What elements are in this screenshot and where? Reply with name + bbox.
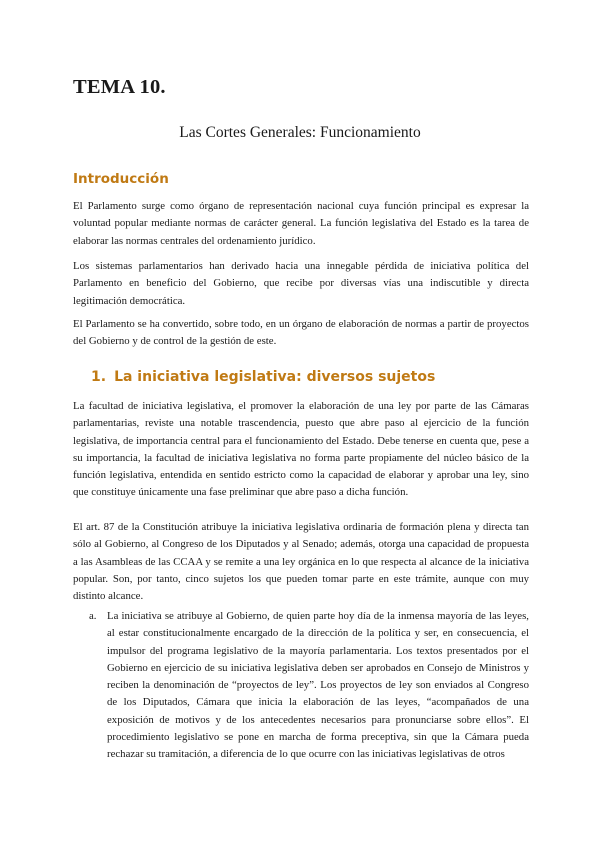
section-1-title: La iniciativa legislativa: diversos sujetos (114, 369, 436, 385)
section-1-paragraph-2: El art. 87 de la Constitución atribuye la iniciativa legislativa ordinaria de formación plena y directa tan sólo al Gobierno, al Congreso de los Diputados y al Senado; además, otorga una capacidad de propuesta a las Asambleas de las CCAA y se remite a una ley orgánica en lo que respecta al alcance de la iniciativa popular. Son, por tanto, cinco sujetos los que pueden tomar parte en este trámite, aunque con muy distinto alcance. (73, 521, 529, 603)
document-subtitle: Las Cortes Generales: Funcionamiento (179, 124, 421, 141)
section-1-paragraph-1: La facultad de iniciativa legislativa, el promover la elaboración de una ley por parte de las Cámaras parlamentarias, reviste una notable trascendencia, puesto que abre paso al ejercicio de la función legislativa, de importancia central para el funcionamiento del Estado. Debe tenerse en cuenta que, pese a su importancia, la facultad de iniciativa legislativa no forma parte propiamente del núcleo básico de la función legislativa, entendida en sentido estricto como la capacidad de elaborar y aprobar una ley, sino que constituye únicamente una fase preliminar que abre paso a dicha función. (73, 400, 529, 499)
list-item: La iniciativa se atribuye al Gobierno, de quien parte hoy día de la inmensa mayoría de las leyes, al estar constitucionalmente encargado de la dirección de la política y ser, en consecuencia, el impulsor del programa legislativo de la mayoría parlamentaria. Los textos presentados por el Gobierno en ejercicio de su iniciativa legislativa deben ser aprobados en Consejo de Ministros y reciben la denominación de “proyectos de ley”. Los proyectos de ley son enviados al Congreso de los Diputados, Cámara que inicia la elaboración de las leyes, “acompañados de una exposición de motivos y de los antecedentes necesarios para pronunciarse sobre ellos”. El procedimiento legislativo se pone en marcha de forma preceptiva, sin que la Cámara pueda rechazar su tramitación, a diferencia de lo que ocurre con las iniciativas legislativas de otros (107, 610, 529, 761)
list-item-marker: a. (89, 610, 97, 622)
document-title: TEMA 10. (73, 76, 166, 98)
section-1-heading (91, 369, 435, 385)
intro-paragraph-1: El Parlamento surge como órgano de representación nacional cuya función principal es expresar la voluntad popular mediante normas de carácter general. La función legislativa del Estado es la tarea de elaborar las normas centrales del ordenamiento jurídico. (73, 200, 529, 247)
section-1-number: 1. (91, 369, 107, 385)
intro-paragraph-3: El Parlamento se ha convertido, sobre todo, en un órgano de elaboración de normas a partir de proyectos del Gobierno y de control de la gestión de este. (73, 318, 529, 348)
intro-paragraph-2: Los sistemas parlamentarios han derivado hacia una innegable pérdida de iniciativa política del Parlamento en beneficio del Gobierno, que recibe por diversas vías una indiscutible y directa legitimación democrática. (73, 260, 529, 307)
intro-heading: Introducción (73, 171, 169, 187)
